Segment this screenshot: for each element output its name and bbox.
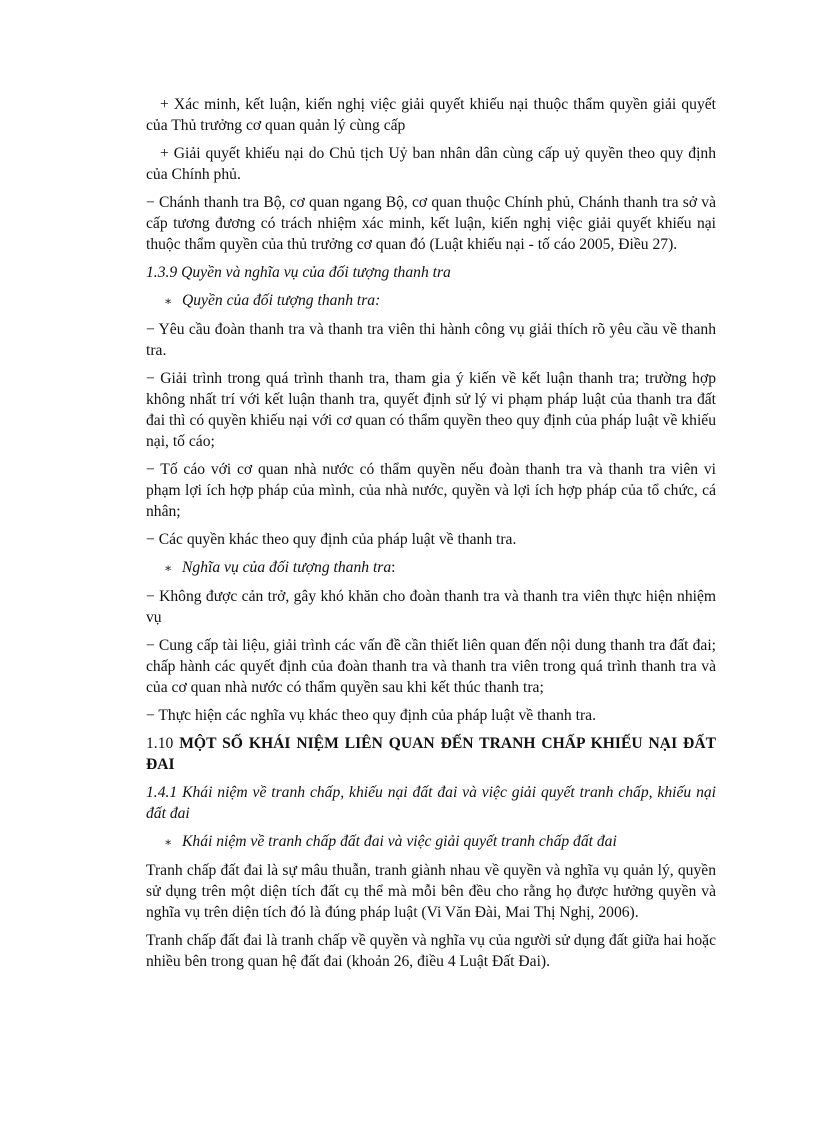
heading-1-10-number: 1.10 xyxy=(146,735,174,752)
bullet-rights-label: Quyền của đối tượng thanh tra: xyxy=(182,292,381,309)
bullet-dispute-concept-label: Khái niệm về tranh chấp đất đai và việc giải quyết tranh chấp đất đai xyxy=(182,833,617,850)
bullet-marker: ∗ xyxy=(164,561,173,575)
heading-1-10 xyxy=(146,733,716,775)
paragraph-provide-docs: − Cung cấp tài liệu, giải trình các vấn đề cần thiết liên quan đến nội dung thanh tra đất đai; chấp hành các quyết định của đoàn thanh tra và thanh tra viên trong quá trình thanh tra và của cơ quan nhà nước có thẩm quyền sau khi kết thúc thanh tra; xyxy=(146,637,716,696)
bullet-marker: ∗ xyxy=(164,294,173,308)
heading-1-10-title: MỘT SỐ KHÁI NIỆM LIÊN QUAN ĐẾN TRANH CHẤP KHIẾU NẠI ĐẤT ĐAI xyxy=(146,735,716,773)
bullet-rights xyxy=(146,290,716,312)
paragraph-verify: + Xác minh, kết luận, kiến nghị việc giải quyết khiếu nại thuộc thẩm quyền giải quyết của Thủ trưởng cơ quan quản lý cùng cấp xyxy=(146,96,716,134)
document-page xyxy=(146,94,716,979)
bullet-obligations-label: Nghĩa vụ của đối tượng thanh tra xyxy=(182,559,392,576)
paragraph-explain: − Giải trình trong quá trình thanh tra, tham gia ý kiến về kết luận thanh tra; trường hợp không nhất trí với kết luận thanh tra, quyết định sử lý vi phạm pháp luật của thanh tra đất đai thì có quyền khiếu nại với cơ quan có thẩm quyền theo quy định của pháp luật về khiếu nại, tố cáo; xyxy=(146,370,716,450)
paragraph-no-obstruct: − Không được cản trở, gây khó khăn cho đoàn thanh tra và thanh tra viên thực hiện nhiệm vụ xyxy=(146,588,716,626)
paragraph-other-rights: − Các quyền khác theo quy định của pháp luật về thanh tra. xyxy=(146,531,517,548)
bullet-dispute-concept xyxy=(146,831,716,853)
bullet-obligations-colon: : xyxy=(391,559,396,576)
paragraph-chief-inspector: − Chánh thanh tra Bộ, cơ quan ngang Bộ, cơ quan thuộc Chính phủ, Chánh thanh tra sở và cấp tương đương có trách nhiệm xác minh, kết luận, kiến nghị việc giải quyết khiếu nại thuộc thẩm quyền của thủ trưởng cơ quan đó (Luật khiếu nại - tố cáo 2005, Điều 27). xyxy=(146,194,716,253)
bullet-marker: ∗ xyxy=(164,835,173,849)
paragraph-resolve: + Giải quyết khiếu nại do Chủ tịch Uỷ ban nhân dân cùng cấp uỷ quyền theo quy định của Chính phủ. xyxy=(146,145,716,183)
heading-1-3-9: 1.3.9 Quyền và nghĩa vụ của đối tượng thanh tra xyxy=(146,264,451,281)
paragraph-other-duties: − Thực hiện các nghĩa vụ khác theo quy định của pháp luật về thanh tra. xyxy=(146,707,596,724)
paragraph-dispute-definition: Tranh chấp đất đai là sự mâu thuẫn, tranh giành nhau về quyền và nghĩa vụ quản lý, quyền sử dụng trên một diện tích đất cụ thể mà mỗi bên đều cho rằng họ được hưởng quyền và nghĩa vụ trên diện tích đó là đúng pháp luật (Vi Văn Đài, Mai Thị Nghị, 2006). xyxy=(146,862,716,921)
heading-1-4-1: 1.4.1 Khái niệm về tranh chấp, khiếu nại đất đai và việc giải quyết tranh chấp, khiếu nại đất đai xyxy=(146,784,716,822)
paragraph-denounce: − Tố cáo với cơ quan nhà nước có thẩm quyền nếu đoàn thanh tra và thanh tra viên vi phạm lợi ích hợp pháp của mình, của nhà nước, quyền và lợi ích hợp pháp của tổ chức, cá nhân; xyxy=(146,461,716,520)
paragraph-request: − Yêu cầu đoàn thanh tra và thanh tra viên thi hành công vụ giải thích rõ yêu cầu về thanh tra. xyxy=(146,321,716,359)
bullet-obligations xyxy=(146,557,716,579)
paragraph-dispute-law: Tranh chấp đất đai là tranh chấp về quyền và nghĩa vụ của người sử dụng đất giữa hai hoặc nhiều bên trong quan hệ đất đai (khoản 26, điều 4 Luật Đất Đai). xyxy=(146,932,716,970)
